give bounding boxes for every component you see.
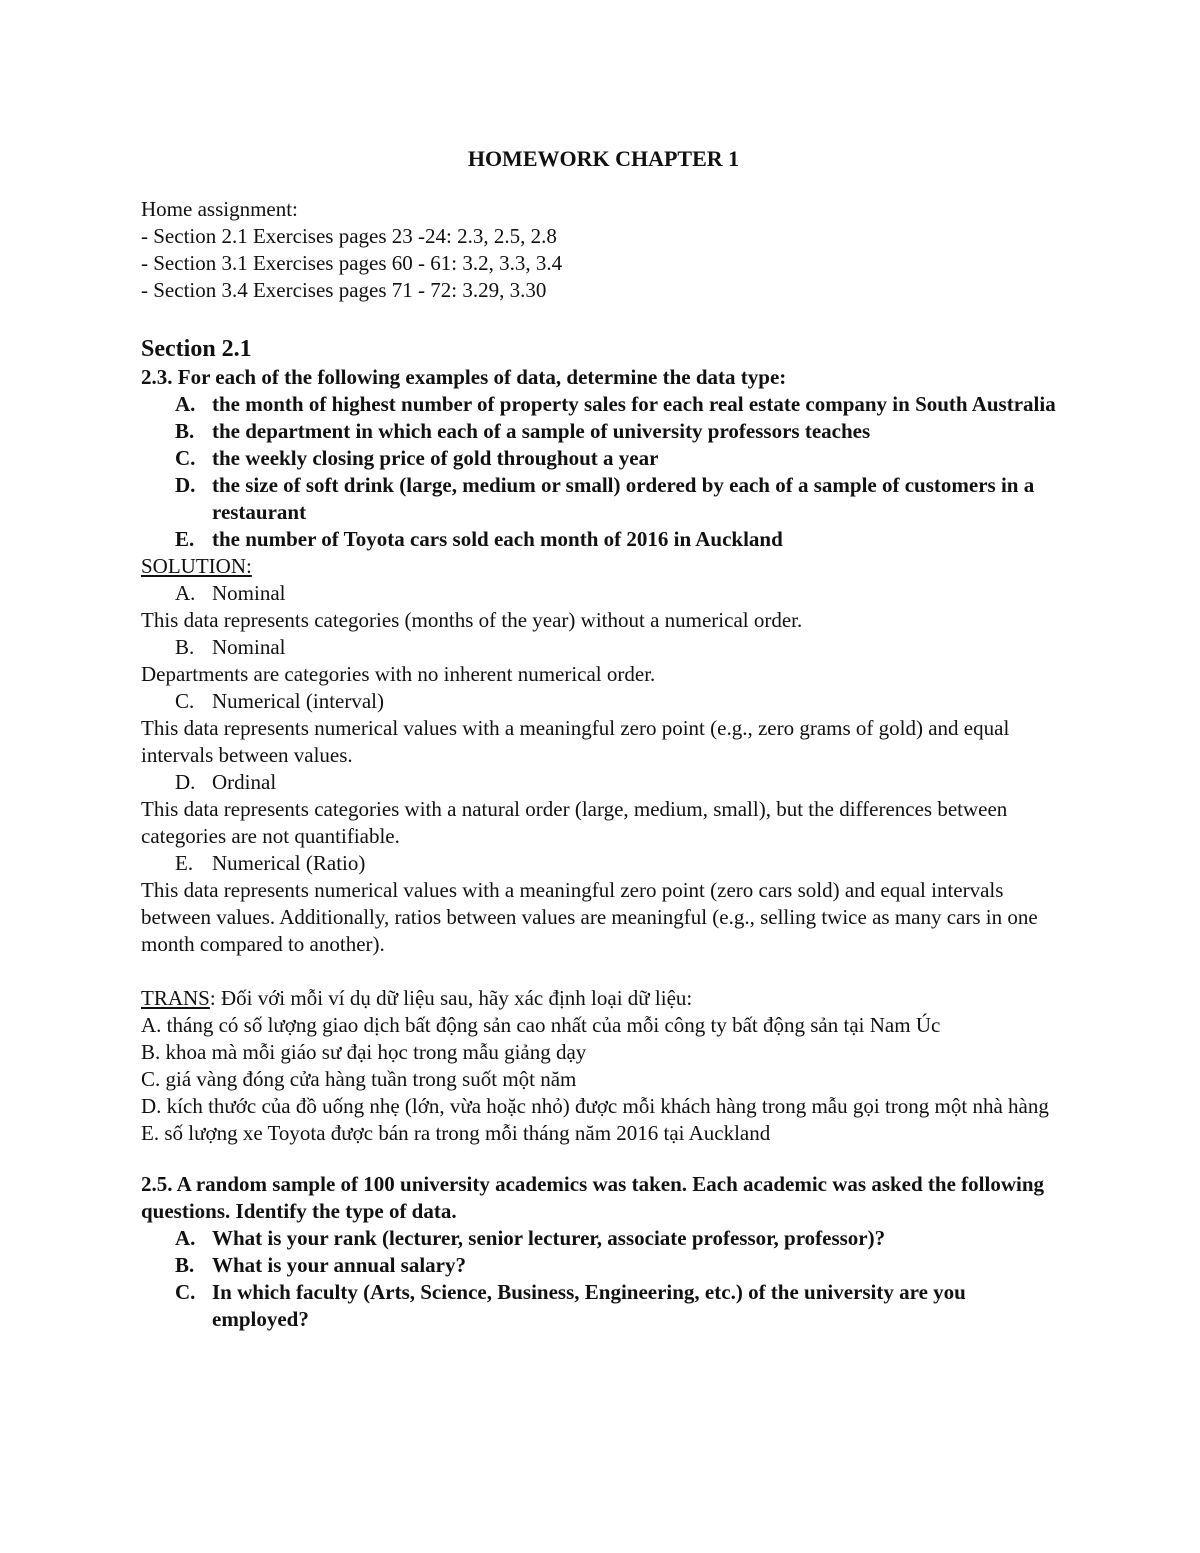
question-item [141, 472, 1066, 526]
answer-explanation: This data represents categories with a natural order (large, medium, small), but the differences between categories are not quantifiable. [141, 797, 1008, 848]
answer-type-text: Nominal [212, 635, 286, 659]
item-text: What is your annual salary? [212, 1253, 466, 1277]
answer-marker: C. [175, 689, 195, 713]
document-title: HOMEWORK CHAPTER 1 [467, 146, 740, 171]
item-marker: D. [175, 473, 196, 497]
trans-line: E. số lượng xe Toyota được bán ra trong mỗi tháng năm 2016 tại Auckland [141, 1121, 771, 1145]
solution-label: SOLUTION: [141, 554, 252, 578]
question-item [141, 1252, 1066, 1279]
answer-marker: E. [175, 851, 194, 875]
question-item [141, 445, 1066, 472]
trans-label: TRANS [141, 986, 210, 1010]
solution-answers [141, 580, 1066, 958]
item-marker: A. [175, 392, 196, 416]
question-item [141, 1279, 1066, 1333]
question-2-5 [141, 1171, 1066, 1333]
assignment-line: - Section 3.4 Exercises pages 71 - 72: 3.29, 3.30 [141, 278, 547, 302]
item-text: the month of highest number of property sales for each real estate company in South Australia [212, 392, 1056, 416]
question-item [141, 1225, 1066, 1252]
item-marker: B. [175, 1253, 195, 1277]
answer-type [141, 850, 1066, 877]
answer-marker: D. [175, 770, 196, 794]
home-assignment-label: Home assignment: [141, 197, 298, 221]
document-page [141, 140, 1066, 1333]
trans-line: D. kích thước của đồ uống nhẹ (lớn, vừa hoặc nhỏ) được mỗi khách hàng trong mẫu gọi trong một nhà hàng [141, 1094, 1049, 1118]
item-marker: C. [175, 446, 196, 470]
trans-line: C. giá vàng đóng cửa hàng tuần trong suốt một năm [141, 1067, 577, 1091]
question-prompt: 2.5. A random sample of 100 university academics was taken. Each academic was asked the following questions. Identify the type of data. [141, 1172, 1044, 1223]
item-marker: A. [175, 1226, 196, 1250]
answer-explanation: This data represents numerical values with a meaningful zero point (zero cars sold) and equal intervals between values. Additionally, ratios between values are meaningful (e.g., selling twice as many cars in one month compared to another). [141, 878, 1038, 956]
answer-explanation: This data represents categories (months of the year) without a numerical order. [141, 608, 803, 632]
item-text: the department in which each of a sample of university professors teaches [212, 419, 871, 443]
item-text: the weekly closing price of gold throughout a year [212, 446, 659, 470]
answer-type [141, 688, 1066, 715]
item-text: the number of Toyota cars sold each month of 2016 in Auckland [212, 527, 783, 551]
answer-type-text: Numerical (interval) [212, 689, 384, 713]
assignment-line: - Section 2.1 Exercises pages 23 -24: 2.3, 2.5, 2.8 [141, 224, 557, 248]
answer-explanation: Departments are categories with no inherent numerical order. [141, 662, 656, 686]
item-text: What is your rank (lecturer, senior lecturer, associate professor, professor)? [212, 1226, 886, 1250]
question-prompt: 2.3. For each of the following examples of data, determine the data type: [141, 365, 787, 389]
item-marker: B. [175, 419, 195, 443]
item-marker: C. [175, 1280, 196, 1304]
spacer [141, 958, 1066, 985]
section-heading: Section 2.1 [141, 336, 252, 362]
trans-line: B. khoa mà mỗi giáo sư đại học trong mẫu giảng dạy [141, 1040, 587, 1064]
question-2-3 [141, 364, 1066, 1147]
home-assignment [141, 196, 1066, 304]
question-item [141, 526, 1066, 553]
answer-type [141, 769, 1066, 796]
answer-type [141, 580, 1066, 607]
question-item [141, 418, 1066, 445]
assignment-line: - Section 3.1 Exercises pages 60 - 61: 3.2, 3.3, 3.4 [141, 251, 563, 275]
answer-marker: A. [175, 581, 196, 605]
item-text: In which faculty (Arts, Science, Business, Engineering, etc.) of the university are you employed? [212, 1280, 966, 1331]
question-item [141, 391, 1066, 418]
trans-intro: : Đối với mỗi ví dụ dữ liệu sau, hãy xác định loại dữ liệu: [209, 986, 693, 1010]
question-items [141, 1225, 1066, 1333]
answer-marker: B. [175, 635, 195, 659]
question-items [141, 391, 1066, 553]
answer-type-text: Ordinal [212, 770, 277, 794]
answer-type [141, 634, 1066, 661]
item-marker: E. [175, 527, 195, 551]
answer-type-text: Nominal [212, 581, 286, 605]
item-text: the size of soft drink (large, medium or small) ordered by each of a sample of customers in a restaurant [212, 473, 1035, 524]
trans-line: A. tháng có số lượng giao dịch bất động sản cao nhất của mỗi công ty bất động sản tại Nam Úc [141, 1013, 941, 1037]
answer-explanation: This data represents numerical values with a meaningful zero point (e.g., zero grams of gold) and equal intervals between values. [141, 716, 1010, 767]
translation-block [141, 985, 1066, 1147]
answer-type-text: Numerical (Ratio) [212, 851, 366, 875]
